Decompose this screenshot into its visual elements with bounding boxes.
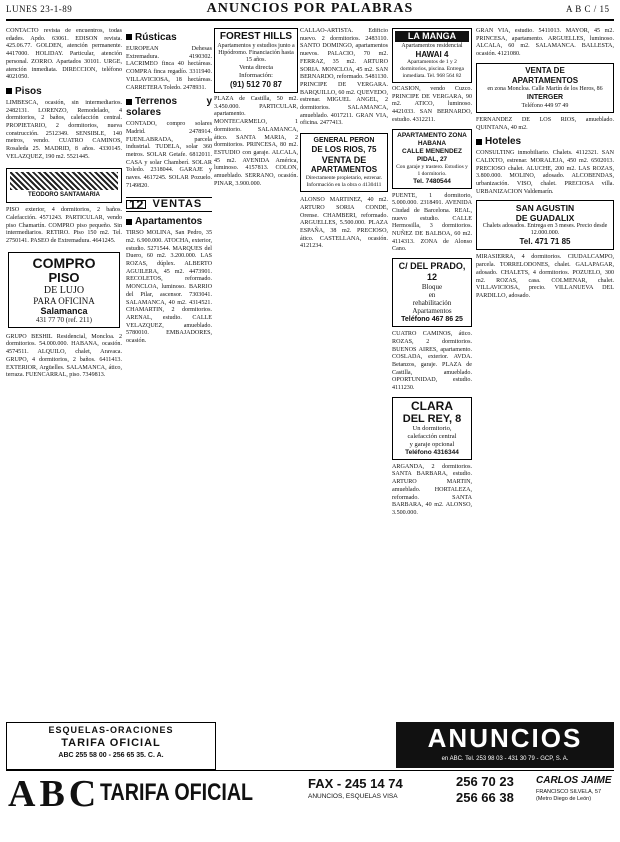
section-heading: Apartamentos [126, 216, 212, 227]
ad-line: Bloque [421, 283, 443, 292]
venta-apartamentos-ad [476, 63, 614, 113]
ad-phone: (91) 512 70 87 [229, 80, 283, 89]
ad-headline: GENERAL PERON [313, 137, 375, 145]
column-3 [214, 28, 298, 710]
column-text: CONSULTING inmobiliario. Chalets. 4112321. SAN CALIXTO, estrenar. MORALEJA, 450 m2. 6502013. PRECIOSO chalet. ALUCHE, 200 m2. LAS ROZAS, 3.800.000. MOLINO, adosado. ALCOBENDAS, urbanización. VISO, chalet. PRECIOSA villa. URBANIZACION Valdemarín. [476, 150, 614, 195]
ad-headline: VENTA DE [525, 65, 565, 75]
column-3b [300, 28, 388, 710]
ad-line: Con garaje y trastero. Estudios y 1 dormitorio. [396, 163, 468, 177]
ad-line: Venta directa [238, 64, 274, 71]
ad-headline: LA MANGA [395, 31, 469, 42]
ad-line: calefacción central [407, 432, 457, 440]
column-text: CONTADO, compro solares Madrid. 2478914. FUENLABRADA, parcela industrial. TUDELA, solar 360 metros. SOLAR Getafe. 6812011. CASA y solar Chamberí. SOLAR Toledo. 2318044. GARAJE y naves. 4617245. SOLAR Pozuelo. 7149820. [126, 121, 212, 189]
bullet-square-icon [6, 88, 12, 94]
ad-headline: APARTAMENTOS [310, 165, 378, 175]
bullet-square-icon [126, 34, 132, 40]
ad-line: Salamanca [40, 305, 88, 316]
bottom-rule [6, 770, 614, 771]
column-text: PLAZA de Castilla, 50 m2. 3.450.000. PARTICULAR, apartamento. MONTECARMELO, 1 dormitorio. SALAMANCA, ático. SANTA MARIA, 2 dormitorios. PRINCESA, 80 m2. ESTUDIO con garaje. ALCALA, 45 m2. AVENIDA América, luminoso. 4157813. COLON, amueblado. SERRANO, ocasión. PINAR, 3.900.000. [214, 96, 298, 187]
column-text: CUATRO CAMINOS, ático. ROZAS, 2 dormitorios. BUENOS AIRES, apartamento. COSLADA, exterior. AVDA. Betanzos, garaje. PLAZA de Castilla, amueblado. OPORTUNIDAD, estudio. 4111230. [392, 331, 472, 392]
phone-number: 256 66 38 [456, 790, 514, 805]
section-heading: Pisos [6, 86, 122, 97]
ad-headline: ESQUELAS-ORACIONES [48, 725, 174, 735]
column-text: ARGANDA, 2 dormitorios. SANTA BARBARA, estudio. ARTURO MARTIN, amueblado. HORTALEZA, reformado. SANTA BARBARA, 40 m2. ALONSO, 3.500.000. [392, 463, 472, 516]
ad-headline: APARTAMENTO ZONA HABANA [397, 131, 467, 147]
ad-headline: DEL REY, 8 [402, 412, 462, 425]
ad-headline: APARTAMENTOS [511, 75, 579, 85]
column-5 [476, 28, 614, 710]
ad-line: DE LUJO [43, 284, 85, 296]
column-text: TIRSO MOLINA, San Pedro, 35 m2. 6.900.000. ATOCHA, exterior, estudio. 5271544. MARQUES del Duero, 60 m2. 3.200.000. LAS ROZAS, dúplex. ALBERTO AGUILERA, 45 m2. 4473901. RECOLETOS, reformado. MONCLOA, luminoso. BARRIO del Pilar, ascensor. 7303041. SALAMANCA, 40 m2. 4314521. CHAMARTIN, 2 dormitorios. ARENAL, estudio. CALLE VELAZQUEZ, amueblado. 5780010. EMBAJADORES, ocasión. [126, 230, 212, 345]
column-text: GRAN VIA, estudio. 5411013. MAYOR, 45 m2. PRINCESA, apartamento. ARGUELLES, luminoso. ALCALA, 60 m2. SALAMANCA. BALLESTA, ocasión. 4121080. [476, 28, 614, 58]
ad-phone: Teléfono 467 86 25 [401, 316, 463, 324]
clara-del-rey-ad [392, 397, 472, 460]
header-rule [6, 19, 614, 21]
ad-headline: DE LOS RIOS, 75 [311, 145, 377, 155]
promo-box [6, 168, 122, 204]
section-number: 12 [126, 200, 146, 210]
column-text: CONTACTO revista de encuentros, todas edades. Apdo. 63061. EDISON revista. 425.06.77. GOLDEN, atención permanente. 4417000. HOLIDAY. Particular, atención personal. ZORRO. Apartados 30101. URGE, atención inmediata. DIRECCION, teléfono 4021050. [6, 28, 122, 81]
ad-line: INTERGER [526, 93, 564, 101]
ad-line: Chalets adosados. Entrega en 3 meses. Precio desde 12.000.000. [482, 223, 608, 237]
ad-line: en [428, 291, 436, 300]
ad-line: rehabilitación [412, 299, 452, 308]
la-manga-ad [392, 28, 472, 83]
abc-logo: ABC [8, 773, 101, 815]
bullet-square-icon [126, 99, 132, 105]
column-text: LIMBESCA, ocasión, sin intermediarios. 2482131. LORENZO, Remodelado, 4 dormitorios, 2 baños, calefacción central. PROPIETARIO, 2 dormitorios, nueva construcción. 2512349. SENSIBLE, 140 metros, vendo. CUATRO CAMINOS, Rosaleda 25. MADRID, 8 años. 4330145. VELAZQUEZ, 190 m2. 5521445. [6, 99, 122, 160]
ad-line: y garaje opcional [409, 440, 455, 448]
column-4 [392, 28, 472, 710]
column-text: ALONSO MARTINEZ, 40 m2. ARTURO SORIA CONDE, Orense. CHAMBERI, reformado. ARGUELLES, 5.500.000. PLAZA ESPAÑA, 38 m2. PRECIOSO, ático. CASTELLANA, ocasión. 4121234. [300, 197, 388, 250]
ad-line: Apartamentos residencial [401, 43, 463, 49]
bullet-square-icon [476, 139, 482, 145]
carlos-jaime-address: FRANCISCO SILVELA, 57 (Metro Diego de León) [536, 789, 602, 802]
fax-subtitle: ANUNCIOS, ESQUELAS VISA [308, 793, 398, 800]
issue-date: LUNES 23-1-89 [6, 4, 73, 14]
ad-line: Apartamentos [412, 307, 452, 316]
ad-line: Un dormitorio, [412, 424, 452, 432]
ad-phone: Tel. 471 71 85 [519, 237, 571, 247]
ad-headline: PISO [48, 269, 80, 285]
ad-phone: Teléfono 449 97 49 [521, 102, 569, 109]
anuncios-banner [396, 722, 614, 768]
los-rios-ad [300, 133, 388, 192]
fax-number: FAX - 245 14 74 [308, 776, 403, 791]
carlos-jaime-name: CARLOS JAIME [536, 775, 612, 786]
column-text: GRUPO BESHIL Residencial, Moncloa. 2 dormitorios. 54.000.000. HABANA, ocasión. 4574511. ALQUILO, chalet, Aravaca. GRUPO, 4 dormitorios, 2 baños. 6411413. EXTERIOR, Argüelles. SALAMANCA, ático, terraza. FUENCARRAL, piso. 7349813. [6, 333, 122, 379]
ad-headline: COMPRO [32, 254, 96, 271]
column-text: PUENTE, 1 dormitorio, 5.000.000. 2318491. AVENIDA Ciudad de Barcelona. REAL, nuevo estudio. CALLE Hermosilla, 3 dormitorios. NUÑEZ DE BALBOA, 60 m2. 4114313. ZONA de Alonso Cano. [392, 192, 472, 253]
ad-phone: Teléfono 4316344 [405, 448, 459, 456]
ad-line: Directamente propietario, estrenar. Información en la obra o 4130411 [305, 175, 383, 189]
page-number: A B C / 15 [566, 4, 610, 14]
prado-ad [392, 258, 472, 327]
ad-line: Información: [239, 72, 273, 79]
column-1 [6, 28, 122, 710]
banner-headline: ANUNCIOS [427, 723, 583, 753]
column-text: PISO exterior, 4 dormitorios, 2 baños. Calefacción. 4571243. PARTICULAR, vendo piso Chamartín. COMPRO piso pequeño. Sin intermediarios. RETIRO. Piso 150 m2. Tel. 2750141. PASEO de Extremadura. 4641245. [6, 207, 122, 245]
page-title: ANUNCIOS POR PALABRAS [206, 1, 414, 16]
ad-line: en zona Moncloa. Calle Martín de los Heros, 86 [487, 85, 603, 92]
section-heading: Hoteles [476, 136, 614, 147]
ad-headline: CLARA [411, 398, 453, 413]
ad-headline: C/ DEL PRADO, 12 [398, 261, 466, 283]
column-text: FERNANDEZ DE LOS RIOS, amueblado. QUINTANA, 40 m2. [476, 116, 614, 131]
section-heading: Terrenos y solares [126, 96, 212, 119]
ad-line: Apartamentos de 1 y 2 dormitorios, piscina. Entrega inmediata. Tel. 968 564 82 [400, 59, 464, 79]
forest-hills-ad [214, 28, 298, 93]
promo-brand: TEODORO SANTAMARIA [28, 191, 100, 198]
ad-headline: FOREST HILLS [219, 31, 293, 42]
compro-ad [8, 252, 120, 328]
bullet-square-icon [126, 219, 132, 225]
building-illustration-icon [10, 172, 118, 190]
section-heading: Rústicas [126, 32, 212, 43]
banner-phones: en ABC. Tel. 253 98 03 - 431 30 79 - GCP, S. A. [441, 756, 569, 762]
ad-phone: ABC 255 58 00 - 256 65 35. C. A. [58, 752, 164, 759]
ad-headline: VENTA DE [321, 155, 367, 166]
ad-headline: DE GUADALIX [515, 213, 575, 224]
ad-phone: 431 77 70 (ref. 211) [36, 315, 92, 324]
ad-headline: CALLE MENENDEZ PIDAL, 27 [402, 147, 462, 163]
section-title: VENTAS [152, 197, 203, 210]
ad-headline: HAWAI 4 [415, 50, 449, 59]
tarifa-oficial-label: TARIFA OFICIAL [100, 779, 254, 806]
san-agustin-ad [476, 200, 614, 250]
ad-headline: SAN AGUSTIN [515, 203, 575, 214]
phone-number: 256 70 23 [456, 774, 514, 789]
ad-line: PARA OFICINA [33, 295, 95, 306]
column-text: CALLAO-ARTISTA. Edificio nuevo. 2 dormitorios. 2483110. SANTO DOMINGO, apartamentos nuevos. PALACIO, 70 m2. FERRAZ, 35 m2. ARTURO SORIA. MONCLOA, 45 m2. SAN BERNARDO, reformado. 5481130. PRINCIPE DE VERGARA. BARQUILLO, 60 m2. QUEVEDO, estrenar. MIGUEL ANGEL, 2 dormitorios. SALAMANCA, amueblado. 4017211. GRAN VIA, oficina. 2477413. [300, 28, 388, 127]
esquelas-ad [6, 722, 216, 770]
column-text: EUROPEAN Dehesas Extremadura. 4190302. LACRIMEO finca 40 hectáreas. COMPRA finca regadío. 3311940. VILLAVICIOSA, 18 hectáreas. CARRETERA Toledo. 2478931. [126, 46, 212, 91]
ad-line: Apartamentos y estudios junto a Hipódromo. Financiación hasta 15 años. [217, 43, 295, 63]
column-text: OCASION, vendo Cuzco. PRINCIPE DE VERGARA, 90 m2. ATICO, luminoso. 4421033. SAN BERNARDO, estudio. 4312211. [392, 86, 472, 123]
zona-habana-ad [392, 129, 472, 189]
ventas-banner [126, 197, 212, 213]
ad-phone: Tel. 7480544 [413, 177, 451, 185]
column-text: MIRASIERRA, 4 dormitorios. CIUDALCAMPO, parcela. TORRELODONES, chalet. GALAPAGAR, adosado. CHALETS, 4 dormitorios. POZUELO, 300 m2. ROZAS, casa. COLMENAR, chalet. VILLAVICIOSA, precio. VILLANUEVA DEL PARDILLO, adosado. [476, 254, 614, 299]
column-2 [126, 28, 212, 710]
ad-headline: TARIFA OFICIAL [61, 737, 161, 749]
